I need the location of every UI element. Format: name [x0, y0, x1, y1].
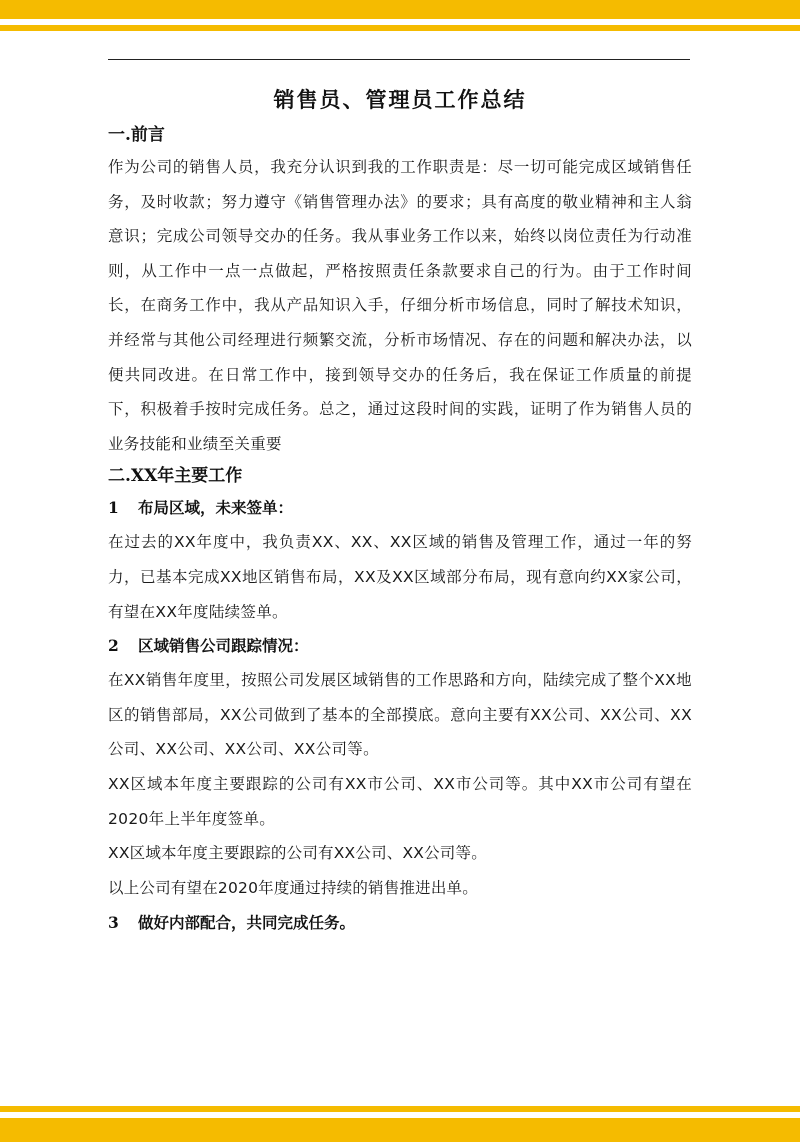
- subsection-heading-2: [108, 629, 692, 663]
- subsection-1-paragraph: 在过去的XX年度中，我负责XX、XX、XX区域的销售及管理工作，通过一年的努力，已基本完成XX地区销售布局，XX及XX区域部分布局，现有意向约XX家公司，有望在XX年度陆续签单。: [108, 533, 692, 621]
- top-accent-stripe: [0, 25, 800, 31]
- page-title: 销售员、管理员工作总结: [273, 87, 527, 112]
- bottom-accent-stripe: [0, 1106, 800, 1112]
- subsection-title: 布局区域，未来签单：: [138, 498, 294, 518]
- top-accent-band: [0, 0, 800, 19]
- subsection-2-paragraph-1: 在XX销售年度里，按照公司发展区域销售的工作思路和方向，陆续完成了整个XX地区的销售部局，XX公司做到了基本的全部摸底。意向主要有XX公司、XX公司、XX公司、XX公司、XX公司、XX公司等。: [108, 671, 692, 759]
- header-rule: [108, 59, 690, 60]
- subsection-heading-1: [108, 491, 692, 525]
- document-body: [108, 80, 692, 940]
- preface-paragraph: 作为公司的销售人员，我充分认识到我的工作职责是：尽一切可能完成区域销售任务，及时收款；努力遵守《销售管理办法》的要求；具有高度的敬业精神和主人翁意识；完成公司领导交办的任务。我从事业务工作以来，始终以岗位责任为行动准则，从工作中一点一点做起，严格按照责任条款要求自己的行为。由于工作时间长，在商务工作中，我从产品知识入手，仔细分析市场信息，同时了解技术知识，并经常与其他公司经理进行频繁交流，分析市场情况、存在的问题和解决办法，以便共同改进。在日常工作中，接到领导交办的任务后，我在保证工作质量的前提下，积极着手按时完成任务。总之，通过这段时间的实践，证明了作为销售人员的业务技能和业绩至关重要: [108, 158, 692, 453]
- subsection-title: 区域销售公司跟踪情况：: [138, 636, 309, 656]
- bottom-accent-band: [0, 1118, 800, 1142]
- section-heading-preface: 一.前言: [108, 125, 165, 145]
- subsection-number: 2: [108, 636, 119, 656]
- section-heading-main-work: 二.XX年主要工作: [108, 466, 243, 487]
- subsection-2-paragraph-3: XX区域本年度主要跟踪的公司有XX公司、XX公司等。: [108, 844, 487, 863]
- subsection-heading-3: [108, 906, 692, 940]
- subsection-number: 1: [108, 498, 119, 518]
- subsection-title: 做好内部配合，共同完成任务。: [138, 913, 356, 933]
- subsection-2-paragraph-2: XX区域本年度主要跟踪的公司有XX市公司、XX市公司等。其中XX市公司有望在2020年上半年度签单。: [108, 774, 692, 828]
- subsection-number: 3: [108, 913, 119, 933]
- subsection-2-paragraph-4: 以上公司有望在2020年度通过持续的销售推进出单。: [108, 879, 478, 898]
